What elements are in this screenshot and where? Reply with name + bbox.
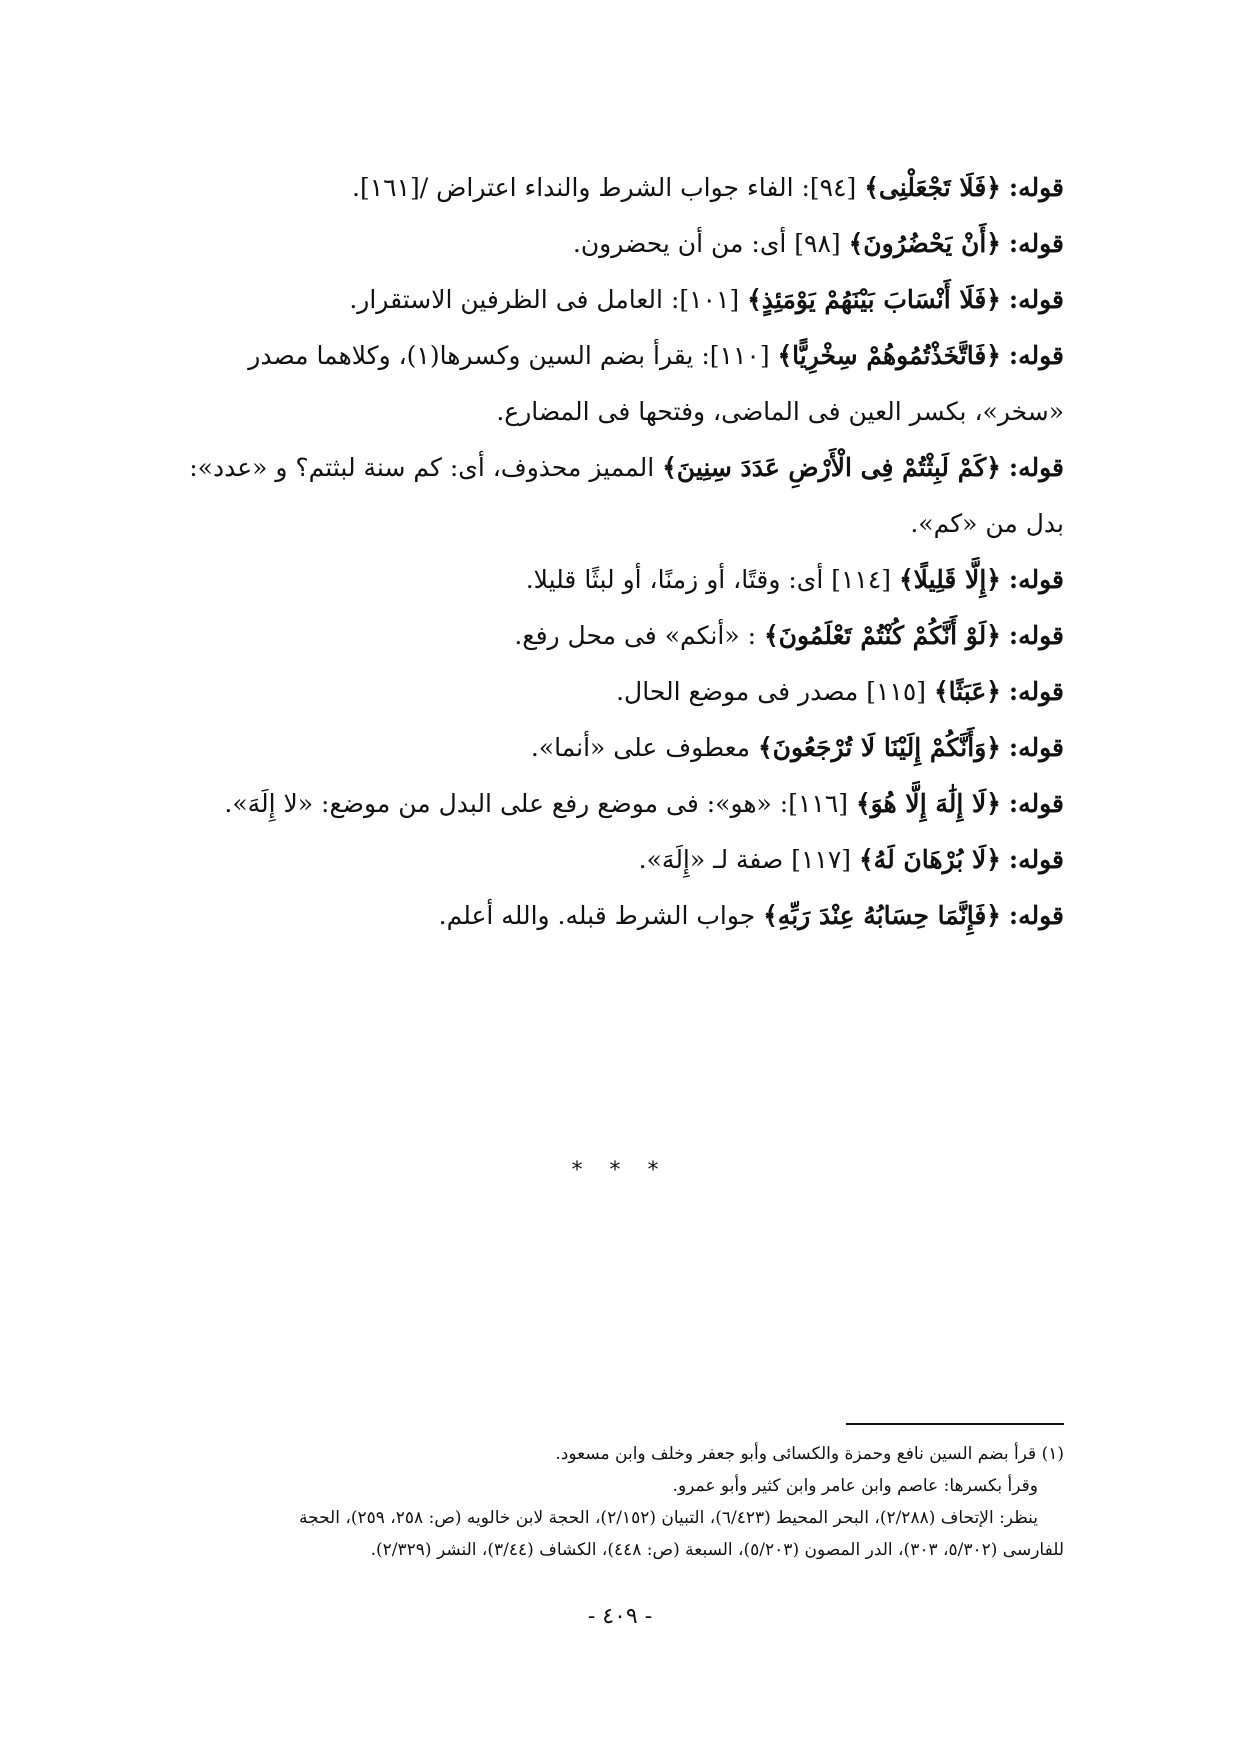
entry-label: قوله: bbox=[1008, 341, 1064, 370]
quran-verse: ﴿فَلَا تَجْعَلْنِى﴾ bbox=[864, 173, 1001, 202]
entry-1 bbox=[184, 160, 1064, 216]
entry-commentary: المميز محذوف، أى: كم سنة لبثتم؟ و «عدد»: بدل من «كم». bbox=[189, 453, 1064, 538]
entry-label: قوله: bbox=[1008, 621, 1064, 650]
footnote-rule bbox=[846, 1423, 1064, 1425]
entry-commentary: [١١٧] صفة لـ «إِلَهَ». bbox=[638, 845, 852, 874]
entry-label: قوله: bbox=[1008, 789, 1064, 818]
quran-verse: ﴿وَأَنَّكُمْ إِلَيْنَا لَا تُرْجَعُونَ﴾ bbox=[758, 733, 1001, 762]
entry-label: قوله: bbox=[1008, 845, 1064, 874]
quran-verse: ﴿فَلَا أَنْسَابَ بَيْنَهُمْ يَوْمَئِذٍ﴾ bbox=[747, 285, 1001, 314]
main-text bbox=[184, 160, 1064, 944]
footnotes bbox=[184, 1438, 1064, 1566]
entry-2 bbox=[184, 216, 1064, 272]
entry-label: قوله: bbox=[1008, 565, 1064, 594]
entry-commentary: [١١٦]: «هو»: فى موضع رفع على البدل من موضع: «لا إِلَهَ». bbox=[224, 789, 849, 818]
page-number: - ٤٠٩ - bbox=[587, 1604, 653, 1629]
entry-commentary: : «أنكم» فى محل رفع. bbox=[514, 621, 757, 650]
entry-5 bbox=[184, 440, 1064, 552]
quran-verse: ﴿لَا إِلَٰهَ إِلَّا هُوَ﴾ bbox=[855, 789, 1001, 818]
entry-6 bbox=[184, 552, 1064, 608]
entry-label: قوله: bbox=[1008, 285, 1064, 314]
quran-verse: ﴿إِلَّا قَلِيلًا﴾ bbox=[899, 565, 1001, 594]
quran-verse: ﴿فَاتَّخَذْتُمُوهُمْ سِخْرِيًّا﴾ bbox=[777, 341, 1001, 370]
entry-3 bbox=[184, 272, 1064, 328]
entry-commentary: معطوف على «أنما». bbox=[530, 733, 751, 762]
entry-commentary: [٩٤]: الفاء جواب الشرط والنداء اعتراض /[١٦١]. bbox=[352, 173, 857, 202]
footnote-line: وقرأ بكسرها: عاصم وابن عامر وابن كثير وأبو عمرو. bbox=[672, 1476, 1038, 1496]
entry-commentary: [١١٠]: يقرأ بضم السين وكسرها(١)، وكلاهما مصدر «سخر»، بكسر العين فى الماضى، وفتحها فى المضارع. bbox=[248, 341, 1064, 426]
entry-label: قوله: bbox=[1008, 229, 1064, 258]
entry-label: قوله: bbox=[1008, 733, 1064, 762]
entry-10 bbox=[184, 776, 1064, 832]
entry-4 bbox=[184, 328, 1064, 440]
entry-commentary: [١٠١]: العامل فى الظرفين الاستقرار. bbox=[349, 285, 740, 314]
quran-verse: ﴿عَبَثًا﴾ bbox=[934, 677, 1001, 706]
entry-9 bbox=[184, 720, 1064, 776]
footnote-line: للفارسى (٥/٣٠٢، ٣٠٣)، الدر المصون (٥/٢٠٣)، السبعة (ص: ٤٤٨)، الكشاف (٣/٤٤)، النشر (٢/٣٢٩). bbox=[370, 1540, 1064, 1560]
footnote-line: ينظر: الإتحاف (٢/٢٨٨)، البحر المحيط (٦/٤٢٣)، التبيان (٢/١٥٢)، الحجة لابن خالويه (ص: ٢٥٨، ٢٥٩)، الحجة bbox=[298, 1508, 1038, 1528]
entry-commentary: جواب الشرط قبله. والله أعلم. bbox=[438, 901, 756, 930]
entry-label: قوله: bbox=[1008, 173, 1064, 202]
entry-commentary: [١١٤] أى: وقتًا، أو زمنًا، أو لبثًا قليلا. bbox=[525, 565, 892, 594]
entry-label: قوله: bbox=[1008, 901, 1064, 930]
entry-commentary: [٩٨] أى: من أن يحضرون. bbox=[572, 229, 841, 258]
entry-8 bbox=[184, 664, 1064, 720]
entry-label: قوله: bbox=[1008, 453, 1064, 482]
entry-commentary: [١١٥] مصدر فى موضع الحال. bbox=[616, 677, 927, 706]
quran-verse: ﴿فَإِنَّمَا حِسَابُهُ عِنْدَ رَبِّهِ﴾ bbox=[763, 901, 1001, 930]
quran-verse: ﴿لَا بُرْهَانَ لَهُ﴾ bbox=[859, 845, 1001, 874]
entry-12 bbox=[184, 888, 1064, 944]
quran-verse: ﴿أَنْ يَحْضُرُونَ﴾ bbox=[848, 229, 1001, 258]
footnote-line: (١) قرأ بضم السين نافع وحمزة والكسائى وأبو جعفر وخلف وابن مسعود. bbox=[555, 1444, 1064, 1464]
section-separator: * * * bbox=[571, 1158, 669, 1183]
entry-11 bbox=[184, 832, 1064, 888]
entry-7 bbox=[184, 608, 1064, 664]
quran-verse: ﴿كَمْ لَبِثْتُمْ فِى الْأَرْضِ عَدَدَ سِنِينَ﴾ bbox=[662, 453, 1001, 482]
quran-verse: ﴿لَوْ أَنَّكُمْ كُنْتُمْ تَعْلَمُونَ﴾ bbox=[763, 621, 1001, 650]
entry-label: قوله: bbox=[1008, 677, 1064, 706]
